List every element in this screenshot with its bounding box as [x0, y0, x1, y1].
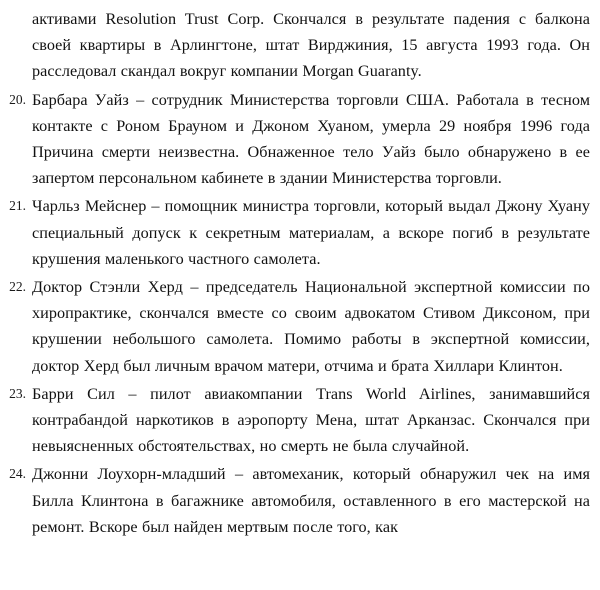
list-marker: 20.: [9, 91, 26, 107]
list-marker: 22.: [9, 279, 26, 295]
list-marker: 21.: [9, 198, 26, 214]
list-item: [6, 274, 590, 379]
paragraph-text: Барбара Уайз – сотрудник Министерства торговли США. Работала в тесном контакте с Роном Брауном и Джоном Хуаном, умерла 29 ноября 1996 года Причина смерти неизвестна. Обнаженное тело Уайз было обнаружено в ее запертом персональном кабинете в здании Министерства торговли.: [32, 90, 590, 188]
list-item: [6, 461, 590, 540]
paragraph-text: Чарльз Мейснер – помощник министра торговли, который выдал Джону Хуану специальный допуск к секретным материалам, а вскоре погиб в результате крушения маленького частного самолета.: [32, 197, 590, 268]
paragraph-text: Барри Сил – пилот авиакомпании Trans World Airlines, занимавшийся контрабандой наркотиков в аэропорту Мена, штат Арканзас. Скончался при невыясненных обстоятельствах, но смерть не была случайной.: [32, 384, 590, 456]
paragraph-continuation: [6, 6, 590, 85]
list-item: [6, 193, 590, 272]
paragraph-text: Доктор Стэнли Херд – председатель Национальной экспертной комиссии по хиропрактике, скончался вместе со своим адвокатом Стивом Диксоном, при крушении небольшого самолета. Помимо работы в экспертной комиссии, доктор Херд был личным врачом матери, отчима и брата Хиллари Клинтон.: [32, 278, 590, 375]
paragraph-text: активами Resolution Trust Corp. Скончался в результате падения с балкона своей квартиры в Арлингтоне, штат Вирджиния, 15 августа 1993 года. Он расследовал скандал вокруг компании Morgan Guaranty.: [32, 10, 590, 81]
list-marker: 23.: [9, 385, 26, 401]
paragraph-text: Джонни Лоухорн-младший – автомеханик, который обнаружил чек на имя Билла Клинтона в багажнике автомобиля, оставленного в его мастерской на ремонт. Вскоре был найден мертвым после того, как: [32, 465, 590, 536]
list-item: [6, 381, 590, 460]
list-marker: 24.: [9, 466, 26, 482]
list-item: [6, 87, 590, 192]
